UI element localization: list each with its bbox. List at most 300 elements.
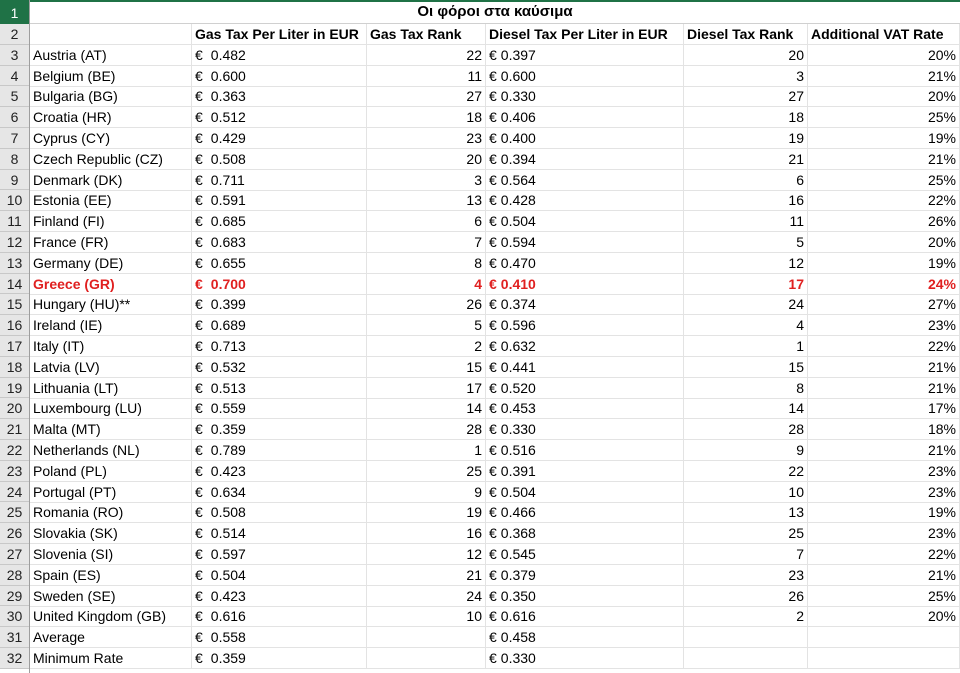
diesel-tax-cell[interactable] (486, 378, 684, 399)
gas-rank-cell[interactable]: 1 (367, 440, 486, 461)
row-header-20[interactable]: 20 (0, 398, 29, 419)
diesel-rank-cell[interactable]: 8 (684, 378, 808, 399)
country-cell[interactable]: Estonia (EE) (30, 190, 192, 211)
country-cell[interactable]: Belgium (BE) (30, 66, 192, 87)
diesel-rank-cell[interactable]: 26 (684, 586, 808, 607)
header-row (30, 24, 960, 45)
diesel-rank-cell[interactable]: 5 (684, 232, 808, 253)
country-cell[interactable]: Finland (FI) (30, 211, 192, 232)
gas-rank-cell[interactable]: 9 (367, 482, 486, 503)
gas-rank-cell[interactable]: 21 (367, 565, 486, 586)
diesel-tax-cell[interactable] (486, 190, 684, 211)
vat-cell[interactable]: 20% (808, 232, 960, 253)
diesel-tax-cell[interactable] (486, 66, 684, 87)
gas-rank-cell[interactable]: 28 (367, 419, 486, 440)
currency-symbol: € (195, 379, 203, 396)
country-cell[interactable]: Netherlands (NL) (30, 440, 192, 461)
diesel-rank-cell[interactable]: 18 (684, 107, 808, 128)
summary-diesel-cell[interactable] (486, 648, 684, 669)
currency-symbol: € (489, 88, 497, 105)
country-cell[interactable]: Romania (RO) (30, 502, 192, 523)
diesel-tax-cell[interactable] (486, 294, 684, 315)
diesel-rank-cell[interactable]: 25 (684, 523, 808, 544)
gas-tax-cell[interactable] (192, 482, 367, 503)
vat-cell[interactable]: 20% (808, 86, 960, 107)
country-cell[interactable]: Greece (GR) (30, 274, 192, 295)
empty-cell[interactable] (684, 627, 808, 648)
gas-tax-cell[interactable] (192, 190, 367, 211)
diesel-rank-cell[interactable]: 9 (684, 440, 808, 461)
vat-cell[interactable]: 27% (808, 294, 960, 315)
diesel-rank-cell[interactable]: 19 (684, 128, 808, 149)
gas-rank-cell[interactable]: 7 (367, 232, 486, 253)
gas-rank-cell[interactable]: 18 (367, 107, 486, 128)
header-vat[interactable]: Additional VAT Rate (808, 24, 960, 45)
vat-cell[interactable]: 21% (808, 357, 960, 378)
currency-symbol: € (195, 358, 203, 375)
table-row (30, 606, 960, 627)
diesel-tax-cell[interactable] (486, 606, 684, 627)
row-header-27[interactable]: 27 (0, 544, 29, 565)
diesel-tax-cell[interactable] (486, 170, 684, 191)
cell-value: 0.363 (210, 88, 246, 105)
vat-cell[interactable]: 17% (808, 398, 960, 419)
currency-symbol: € (195, 483, 203, 500)
row-header-31[interactable]: 31 (0, 627, 29, 648)
currency-symbol: € (195, 171, 203, 188)
gas-rank-cell[interactable]: 15 (367, 357, 486, 378)
gas-tax-cell[interactable] (192, 565, 367, 586)
row-header-11[interactable]: 11 (0, 211, 29, 232)
vat-cell[interactable]: 20% (808, 45, 960, 66)
row-header-1[interactable]: 1 (0, 2, 29, 24)
gas-rank-cell[interactable]: 6 (367, 211, 486, 232)
gas-tax-cell[interactable] (192, 461, 367, 482)
diesel-rank-cell[interactable]: 28 (684, 419, 808, 440)
gas-rank-cell[interactable]: 25 (367, 461, 486, 482)
gas-tax-cell[interactable] (192, 86, 367, 107)
gas-tax-cell[interactable] (192, 45, 367, 66)
gas-tax-cell[interactable] (192, 586, 367, 607)
currency-symbol: € (489, 608, 497, 625)
diesel-tax-cell[interactable] (486, 544, 684, 565)
currency-symbol: € (489, 150, 497, 167)
diesel-rank-cell[interactable]: 1 (684, 336, 808, 357)
gas-tax-cell[interactable] (192, 274, 367, 295)
cell-value: 0.789 (210, 442, 246, 458)
diesel-rank-cell[interactable]: 21 (684, 149, 808, 170)
vat-cell[interactable]: 21% (808, 66, 960, 87)
row-header-14[interactable]: 14 (0, 274, 29, 295)
table-row (30, 378, 960, 399)
vat-cell[interactable]: 25% (808, 170, 960, 191)
currency-symbol: € (489, 338, 497, 354)
vat-cell[interactable]: 21% (808, 565, 960, 586)
diesel-tax-cell[interactable] (486, 274, 684, 295)
cell-value: 0.458 (500, 629, 536, 646)
cell-value: 0.410 (500, 275, 536, 292)
cell-value: 0.532 (210, 358, 246, 375)
gas-tax-cell[interactable] (192, 398, 367, 419)
vat-cell[interactable]: 25% (808, 586, 960, 607)
gas-tax-cell[interactable] (192, 66, 367, 87)
empty-cell[interactable] (684, 648, 808, 669)
gas-tax-cell[interactable] (192, 523, 367, 544)
gas-tax-cell[interactable] (192, 149, 367, 170)
cell-value: 0.423 (210, 462, 246, 479)
cell-value: 0.504 (500, 483, 536, 500)
country-cell[interactable]: Austria (AT) (30, 45, 192, 66)
cell-value: 0.711 (210, 171, 245, 188)
row-header-8[interactable]: 8 (0, 149, 29, 170)
table-row (30, 232, 960, 253)
currency-symbol: € (195, 629, 203, 646)
currency-symbol: € (489, 171, 497, 188)
empty-cell[interactable] (808, 648, 960, 669)
gas-rank-cell[interactable]: 13 (367, 190, 486, 211)
diesel-rank-cell[interactable]: 2 (684, 606, 808, 627)
vat-cell[interactable]: 23% (808, 315, 960, 336)
country-cell[interactable]: Spain (ES) (30, 565, 192, 586)
diesel-rank-cell[interactable]: 22 (684, 461, 808, 482)
gas-rank-cell[interactable]: 14 (367, 398, 486, 419)
country-cell[interactable]: Bulgaria (BG) (30, 86, 192, 107)
summary-gas-cell[interactable] (192, 627, 367, 648)
gas-tax-cell[interactable] (192, 336, 367, 357)
vat-cell[interactable]: 22% (808, 190, 960, 211)
country-cell[interactable]: Luxembourg (LU) (30, 398, 192, 419)
gas-rank-cell[interactable]: 19 (367, 502, 486, 523)
diesel-rank-cell[interactable]: 6 (684, 170, 808, 191)
gas-rank-cell[interactable]: 11 (367, 66, 486, 87)
country-cell[interactable]: Sweden (SE) (30, 586, 192, 607)
table-row (30, 544, 960, 565)
diesel-tax-cell[interactable] (486, 440, 684, 461)
cell-value: 0.330 (500, 88, 536, 105)
diesel-rank-cell[interactable]: 7 (684, 544, 808, 565)
row-header-29[interactable]: 29 (0, 586, 29, 607)
currency-symbol: € (195, 234, 203, 250)
diesel-tax-cell[interactable] (486, 107, 684, 128)
cell-value: 0.616 (500, 608, 536, 625)
currency-symbol: € (195, 275, 203, 292)
country-cell[interactable]: Cyprus (CY) (30, 128, 192, 149)
gas-tax-cell[interactable] (192, 502, 367, 523)
gas-tax-cell[interactable] (192, 253, 367, 274)
summary-diesel-cell[interactable] (486, 627, 684, 648)
gas-tax-cell[interactable] (192, 211, 367, 232)
diesel-tax-cell[interactable] (486, 523, 684, 544)
gas-rank-cell[interactable]: 22 (367, 45, 486, 66)
cell-value: 0.406 (500, 109, 536, 126)
table-row (30, 461, 960, 482)
diesel-tax-cell[interactable] (486, 398, 684, 419)
cell-value: 0.689 (210, 317, 246, 334)
empty-cell[interactable] (367, 627, 486, 648)
row-header-10[interactable]: 10 (0, 190, 29, 211)
cell-value: 0.559 (210, 400, 246, 417)
gas-rank-cell[interactable]: 3 (367, 170, 486, 191)
vat-cell[interactable]: 23% (808, 482, 960, 503)
diesel-rank-cell[interactable]: 4 (684, 315, 808, 336)
currency-symbol: € (489, 546, 497, 562)
vat-cell[interactable]: 18% (808, 419, 960, 440)
cell-value: 0.350 (500, 587, 536, 604)
currency-symbol: € (195, 67, 203, 84)
gas-rank-cell[interactable]: 10 (367, 606, 486, 627)
row-header-32[interactable]: 32 (0, 648, 29, 669)
currency-symbol: € (489, 192, 497, 209)
country-cell[interactable]: Latvia (LV) (30, 357, 192, 378)
vat-cell[interactable]: 19% (808, 253, 960, 274)
gas-tax-cell[interactable] (192, 128, 367, 149)
gas-rank-cell[interactable]: 26 (367, 294, 486, 315)
gas-tax-cell[interactable] (192, 440, 367, 461)
country-cell[interactable]: Slovenia (SI) (30, 544, 192, 565)
diesel-rank-cell[interactable]: 17 (684, 274, 808, 295)
vat-cell[interactable]: 23% (808, 523, 960, 544)
diesel-rank-cell[interactable]: 15 (684, 357, 808, 378)
cell-value: 0.466 (500, 504, 536, 521)
gas-rank-cell[interactable]: 2 (367, 336, 486, 357)
country-cell[interactable]: Poland (PL) (30, 461, 192, 482)
row-header-22[interactable]: 22 (0, 440, 29, 461)
gas-tax-cell[interactable] (192, 419, 367, 440)
gas-tax-cell[interactable] (192, 294, 367, 315)
cell-value: 0.470 (500, 254, 536, 271)
gas-tax-cell[interactable] (192, 315, 367, 336)
country-cell[interactable]: France (FR) (30, 232, 192, 253)
cell-value: 0.594 (500, 234, 536, 250)
diesel-rank-cell[interactable]: 12 (684, 253, 808, 274)
diesel-tax-cell[interactable] (486, 565, 684, 586)
currency-symbol: € (489, 587, 497, 604)
row-header-26[interactable]: 26 (0, 523, 29, 544)
country-cell[interactable]: Malta (MT) (30, 419, 192, 440)
vat-cell[interactable]: 21% (808, 440, 960, 461)
diesel-rank-cell[interactable]: 16 (684, 190, 808, 211)
vat-cell[interactable]: 21% (808, 378, 960, 399)
currency-symbol: € (489, 234, 497, 250)
gas-tax-cell[interactable] (192, 544, 367, 565)
diesel-tax-cell[interactable] (486, 86, 684, 107)
gas-rank-cell[interactable]: 4 (367, 274, 486, 295)
cell-value: 0.564 (500, 171, 536, 188)
row-header-21[interactable]: 21 (0, 419, 29, 440)
diesel-rank-cell[interactable]: 27 (684, 86, 808, 107)
diesel-tax-cell[interactable] (486, 482, 684, 503)
gas-rank-cell[interactable]: 27 (367, 86, 486, 107)
row-header-3[interactable]: 3 (0, 45, 29, 66)
vat-cell[interactable]: 25% (808, 107, 960, 128)
row-header-24[interactable]: 24 (0, 482, 29, 503)
diesel-tax-cell[interactable] (486, 211, 684, 232)
country-cell[interactable]: United Kingdom (GB) (30, 606, 192, 627)
sheet-title-cell[interactable]: Οι φόροι στα καύσιμα (30, 0, 960, 24)
diesel-tax-cell[interactable] (486, 128, 684, 149)
row-header-12[interactable]: 12 (0, 232, 29, 253)
gas-rank-cell[interactable]: 24 (367, 586, 486, 607)
diesel-tax-cell[interactable] (486, 502, 684, 523)
gas-rank-cell[interactable]: 8 (367, 253, 486, 274)
diesel-rank-cell[interactable]: 23 (684, 565, 808, 586)
table-row (30, 170, 960, 191)
row-header-7[interactable]: 7 (0, 128, 29, 149)
cell-value: 0.512 (210, 109, 246, 126)
gas-tax-cell[interactable] (192, 170, 367, 191)
vat-cell[interactable]: 22% (808, 336, 960, 357)
table-row (30, 315, 960, 336)
cell-value: 0.713 (210, 338, 246, 354)
table-row (30, 586, 960, 607)
vat-cell[interactable]: 24% (808, 274, 960, 295)
cell-value: 0.513 (210, 379, 246, 396)
table-row (30, 357, 960, 378)
currency-symbol: € (195, 525, 203, 542)
diesel-tax-cell[interactable] (486, 45, 684, 66)
table-row (30, 482, 960, 503)
cell-value: 0.482 (210, 46, 246, 63)
header-diesel-tax[interactable]: Diesel Tax Per Liter in EUR (486, 24, 684, 45)
cell-value: 0.655 (210, 254, 246, 271)
diesel-rank-cell[interactable]: 14 (684, 398, 808, 419)
diesel-rank-cell[interactable]: 10 (684, 482, 808, 503)
diesel-tax-cell[interactable] (486, 149, 684, 170)
summary-label-cell[interactable]: Average (30, 627, 192, 648)
row-header-23[interactable]: 23 (0, 461, 29, 482)
country-cell[interactable]: Germany (DE) (30, 253, 192, 274)
country-cell[interactable]: Croatia (HR) (30, 107, 192, 128)
cell-value: 0.632 (500, 338, 536, 354)
header-diesel-rank[interactable]: Diesel Tax Rank (684, 24, 808, 45)
gas-tax-cell[interactable] (192, 232, 367, 253)
country-cell[interactable]: Ireland (IE) (30, 315, 192, 336)
diesel-tax-cell[interactable] (486, 232, 684, 253)
diesel-rank-cell[interactable]: 24 (684, 294, 808, 315)
cell-value: 0.441 (500, 358, 536, 375)
currency-symbol: € (489, 67, 497, 84)
country-cell[interactable]: Italy (IT) (30, 336, 192, 357)
table-row (30, 190, 960, 211)
currency-symbol: € (195, 566, 203, 583)
empty-cell[interactable] (367, 648, 486, 669)
cell-value: 0.374 (500, 296, 536, 313)
header-gas-rank[interactable]: Gas Tax Rank (367, 24, 486, 45)
country-cell[interactable]: Hungary (HU)** (30, 294, 192, 315)
gas-rank-cell[interactable]: 20 (367, 149, 486, 170)
diesel-rank-cell[interactable]: 3 (684, 66, 808, 87)
diesel-rank-cell[interactable]: 20 (684, 45, 808, 66)
summary-gas-cell[interactable] (192, 648, 367, 669)
gas-rank-cell[interactable]: 17 (367, 378, 486, 399)
row-header-4[interactable]: 4 (0, 66, 29, 87)
gas-tax-cell[interactable] (192, 606, 367, 627)
country-cell[interactable]: Lithuania (LT) (30, 378, 192, 399)
currency-symbol: € (489, 566, 497, 583)
row-header-13[interactable]: 13 (0, 253, 29, 274)
table-row (30, 336, 960, 357)
currency-symbol: € (489, 650, 497, 666)
gas-tax-cell[interactable] (192, 107, 367, 128)
vat-cell[interactable]: 22% (808, 544, 960, 565)
cell-value: 0.685 (210, 213, 246, 230)
cell-value: 0.394 (500, 150, 536, 167)
vat-cell[interactable]: 20% (808, 606, 960, 627)
gas-rank-cell[interactable]: 16 (367, 523, 486, 544)
gas-rank-cell[interactable]: 5 (367, 315, 486, 336)
table-row (30, 107, 960, 128)
currency-symbol: € (489, 629, 497, 646)
table-row (30, 419, 960, 440)
vat-cell[interactable]: 26% (808, 211, 960, 232)
gas-rank-cell[interactable]: 12 (367, 544, 486, 565)
row-header-17[interactable]: 17 (0, 336, 29, 357)
diesel-tax-cell[interactable] (486, 461, 684, 482)
row-header-2[interactable]: 2 (0, 24, 29, 45)
currency-symbol: € (195, 130, 203, 146)
vat-cell[interactable]: 21% (808, 149, 960, 170)
currency-symbol: € (195, 213, 203, 230)
diesel-tax-cell[interactable] (486, 315, 684, 336)
diesel-tax-cell[interactable] (486, 336, 684, 357)
gas-rank-cell[interactable]: 23 (367, 128, 486, 149)
summary-label-cell[interactable]: Minimum Rate (30, 648, 192, 669)
diesel-rank-cell[interactable]: 13 (684, 502, 808, 523)
row-header-16[interactable]: 16 (0, 315, 29, 336)
cell-value: 0.508 (210, 504, 246, 521)
currency-symbol: € (195, 109, 203, 126)
diesel-tax-cell[interactable] (486, 253, 684, 274)
row-header-9[interactable]: 9 (0, 170, 29, 191)
row-header-15[interactable]: 15 (0, 294, 29, 315)
row-header-19[interactable]: 19 (0, 378, 29, 399)
header-gas-tax[interactable]: Gas Tax Per Liter in EUR (192, 24, 367, 45)
cell-value: 0.504 (500, 213, 536, 230)
diesel-tax-cell[interactable] (486, 419, 684, 440)
table-row (30, 253, 960, 274)
row-header-5[interactable]: 5 (0, 86, 29, 107)
row-header-6[interactable]: 6 (0, 107, 29, 128)
row-header-18[interactable]: 18 (0, 357, 29, 378)
cell-value: 0.508 (210, 150, 246, 167)
vat-cell[interactable]: 19% (808, 128, 960, 149)
country-cell[interactable]: Czech Republic (CZ) (30, 149, 192, 170)
gas-tax-cell[interactable] (192, 378, 367, 399)
country-cell[interactable]: Denmark (DK) (30, 170, 192, 191)
cell-value: 0.330 (500, 421, 536, 438)
gas-tax-cell[interactable] (192, 357, 367, 378)
cell-value: 0.700 (210, 275, 246, 292)
currency-symbol: € (489, 442, 497, 458)
vat-cell[interactable]: 19% (808, 502, 960, 523)
row-header-28[interactable]: 28 (0, 565, 29, 586)
vat-cell[interactable]: 23% (808, 461, 960, 482)
row-header-30[interactable]: 30 (0, 606, 29, 627)
country-cell[interactable]: Slovakia (SK) (30, 523, 192, 544)
empty-cell[interactable] (808, 627, 960, 648)
header-cell-empty[interactable] (30, 24, 192, 45)
diesel-tax-cell[interactable] (486, 357, 684, 378)
currency-symbol: € (195, 296, 203, 313)
row-header-25[interactable]: 25 (0, 502, 29, 523)
diesel-rank-cell[interactable]: 11 (684, 211, 808, 232)
table-row (30, 398, 960, 419)
table-row (30, 523, 960, 544)
cell-value: 0.330 (500, 650, 536, 666)
summary-row (30, 627, 960, 648)
country-cell[interactable]: Portugal (PT) (30, 482, 192, 503)
diesel-tax-cell[interactable] (486, 586, 684, 607)
